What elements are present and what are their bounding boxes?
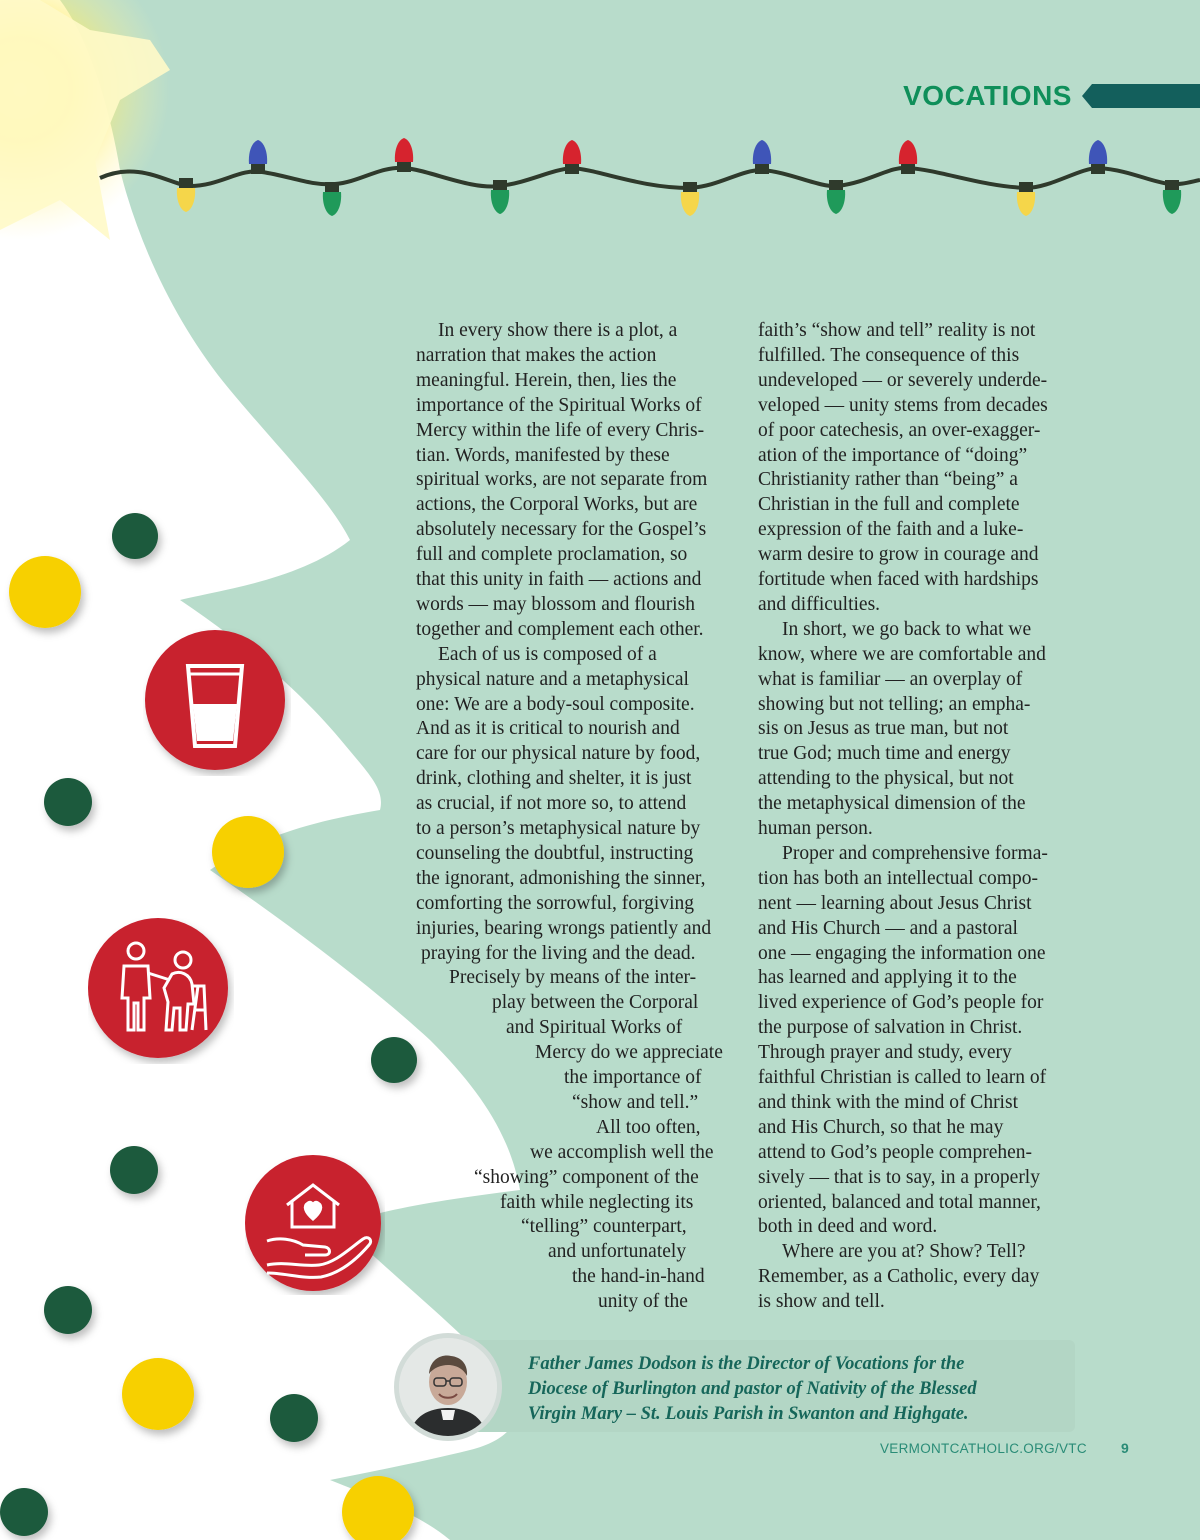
section-header (903, 78, 1200, 114)
article-line: absolutely necessary for the Gospel’s (416, 519, 707, 541)
caregiver-with-elderly-icon (88, 918, 234, 1064)
article-line: the purpose of salvation in Christ. (758, 1017, 1023, 1039)
ornament-dot (270, 1394, 318, 1442)
ornament-dot (44, 1286, 92, 1334)
article-line: human person. (758, 818, 873, 839)
article-line: Remember, as a Catholic, every day (758, 1266, 1040, 1288)
article-line: oriented, balanced and total manner, (758, 1191, 1041, 1213)
article-line: Where are you at? Show? Tell? (782, 1241, 1026, 1263)
article-line: what is familiar — an overplay of (758, 668, 1023, 690)
article-line: All too often, (596, 1116, 701, 1138)
article-line: true God; much time and energy (758, 743, 1011, 765)
article-line: words — may blossom and flourish (416, 593, 695, 615)
article-line: comforting the sorrowful, forgiving (416, 892, 695, 914)
article-line: sively — that is to say, in a properly (758, 1166, 1040, 1188)
ornament-dot (371, 1037, 417, 1083)
article-line: and think with the mind of Christ (758, 1091, 1018, 1113)
article-line: faithful Christian is called to learn of (758, 1067, 1047, 1088)
article-line: has learned and applying it to the (758, 967, 1017, 989)
article-line: tion has both an intellectual compo- (758, 867, 1038, 889)
article-line: sis on Jesus as true man, but not (758, 718, 1009, 740)
article-line: we accomplish well the (530, 1141, 714, 1163)
house-in-hand-icon (245, 1155, 385, 1295)
ornament-dot (122, 1358, 194, 1430)
article-line: Each of us is composed of a (438, 643, 657, 665)
section-title: VOCATIONS (903, 80, 1072, 111)
article-line: know, where we are comfortable and (758, 643, 1046, 665)
article-line: “show and tell.” (572, 1091, 699, 1113)
article-line: and Spiritual Works of (506, 1017, 683, 1039)
article-line: Christianity rather than “being” a (758, 469, 1018, 491)
article-line: ation of the importance of “doing” (758, 444, 1028, 466)
article-line: actions, the Corporal Works, but are (416, 494, 698, 516)
article-line: faith while neglecting its (500, 1191, 694, 1213)
ornament-dot (0, 1488, 48, 1536)
article-line: lived experience of God’s people for (758, 992, 1044, 1014)
article-line: that this unity in faith — actions and (416, 569, 702, 590)
article-line: veloped — unity stems from decades (758, 394, 1048, 416)
article-line: one: We are a body-soul composite. (416, 693, 695, 715)
article-line: In short, we go back to what we (782, 618, 1032, 640)
author-photo (394, 1333, 502, 1441)
author-bio-text (528, 1352, 1068, 1427)
article-line: and His Church — and a pastoral (758, 917, 1018, 939)
article-line: attend to God’s people comprehen- (758, 1141, 1032, 1163)
article-line: the ignorant, admonishing the sinner, (416, 867, 706, 889)
bio-line: Diocese of Burlington and pastor of Nativity of the Blessed (528, 1379, 977, 1399)
article-line: the hand-in-hand (572, 1266, 705, 1288)
article-line: Christian in the full and complete (758, 494, 1020, 516)
article-line: is show and tell. (758, 1291, 885, 1313)
article-line: And as it is critical to nourish and (416, 718, 680, 740)
article-line: showing but not telling; an empha- (758, 693, 1031, 715)
article-line: undeveloped — or severely underde- (758, 369, 1048, 391)
ornament-dot (110, 1146, 158, 1194)
article-line: drink, clothing and shelter, it is just (416, 768, 692, 790)
article-line: “showing” component of the (474, 1166, 699, 1188)
article-line: meaningful. Herein, then, lies the (416, 369, 677, 391)
article-line: both in deed and word. (758, 1216, 938, 1238)
article-line: full and complete proclamation, so (416, 544, 688, 566)
article-line: as crucial, if not more so, to attend (416, 793, 687, 815)
article-line: fortitude when faced with hardships (758, 569, 1039, 590)
ornament-dot (112, 513, 158, 559)
article-line: injuries, bearing wrongs patiently and (416, 917, 712, 939)
article-line: play between the Corporal (492, 992, 699, 1014)
article-line: attending to the physical, but not (758, 768, 1014, 790)
bio-line: Virgin Mary – St. Louis Parish in Swanton and Highgate. (528, 1404, 969, 1424)
article-line: and His Church, so that he may (758, 1116, 1004, 1138)
article-line: Through prayer and study, every (758, 1042, 1012, 1064)
article-line: the metaphysical dimension of the (758, 793, 1026, 815)
article-line: physical nature and a metaphysical (416, 668, 689, 690)
article-line: faith’s “show and tell” reality is not (758, 320, 1036, 341)
illustration-credit: — iStock and Freepik illustrations (29, 258, 99, 423)
bio-line: Father James Dodson is the Director of Vocations for the (528, 1354, 965, 1374)
article-line: Mercy within the life of every Chris- (416, 419, 705, 441)
article-line: unity of the (598, 1291, 688, 1313)
article-line: Proper and comprehensive forma- (782, 842, 1048, 864)
ornament-dot (212, 816, 284, 888)
page-number: 9 (1121, 1440, 1129, 1456)
ornament-dot (44, 778, 92, 826)
article-line: Mercy do we appreciate (535, 1042, 723, 1064)
ornament-dot (9, 556, 81, 628)
article-line: Precisely by means of the inter- (449, 967, 697, 989)
article-line: In every show there is a plot, a (438, 320, 678, 341)
article-line: tian. Words, manifested by these (416, 444, 670, 466)
article-line: importance of the Spiritual Works of (416, 394, 702, 416)
article-line: counseling the doubtful, instructing (416, 842, 694, 864)
article-line: to a person’s metaphysical nature by (416, 818, 701, 839)
article-line: spiritual works, are not separate from (416, 469, 708, 491)
article-line: praying for the living and the dead. (421, 942, 696, 964)
article-line: the importance of (564, 1067, 702, 1088)
footer-url-link[interactable]: VERMONTCATHOLIC.ORG/VTC (880, 1441, 1087, 1456)
article-line: fulfilled. The consequence of this (758, 344, 1020, 366)
article-line: narration that makes the action (416, 344, 657, 366)
article-line: expression of the faith and a luke- (758, 519, 1024, 541)
article-line: of poor catechesis, an over-exagger- (758, 419, 1041, 441)
article-line: “telling” counterpart, (521, 1216, 687, 1238)
article-line: and unfortunately (548, 1241, 687, 1263)
article-line: care for our physical nature by food, (416, 743, 701, 765)
article-line: and difficulties. (758, 593, 881, 615)
article-line: one — engaging the information one (758, 942, 1046, 964)
glass-of-water-icon (143, 628, 291, 776)
article-line: nent — learning about Jesus Christ (758, 892, 1032, 914)
article-line: together and complement each other. (416, 618, 704, 640)
section-tab-arrow (1082, 84, 1200, 108)
article-line: warm desire to grow in courage and (758, 544, 1039, 566)
